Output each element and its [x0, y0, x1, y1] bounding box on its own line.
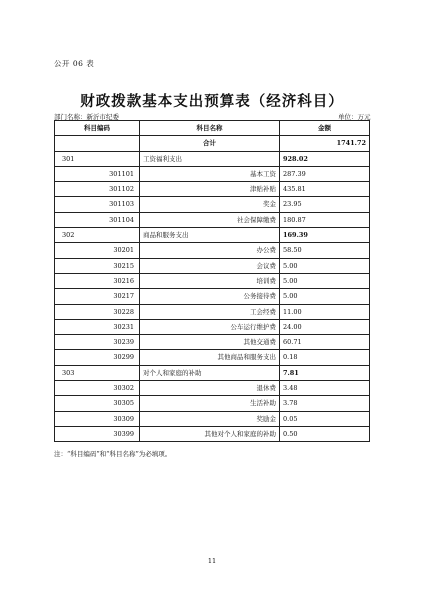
row-code: 30399 — [55, 426, 140, 441]
unit-label: 单位：万元 — [338, 113, 371, 121]
table-row — [55, 350, 370, 365]
table-row — [55, 182, 370, 197]
row-code: 30215 — [55, 258, 140, 273]
table-row — [55, 258, 370, 273]
row-code: 30201 — [55, 243, 140, 258]
table-row — [55, 289, 370, 304]
row-amount: 0.05 — [280, 411, 370, 426]
row-code: 30231 — [55, 319, 140, 334]
row-amount: 169.39 — [280, 228, 370, 243]
row-amount: 3.78 — [280, 396, 370, 411]
row-name: 培训费 — [140, 273, 280, 288]
row-code: 30228 — [55, 304, 140, 319]
total-label: 合计 — [140, 136, 280, 151]
row-name: 生活补助 — [140, 396, 280, 411]
row-code: 30217 — [55, 289, 140, 304]
row-code: 30309 — [55, 411, 140, 426]
total-code-cell — [55, 136, 140, 151]
row-amount: 23.95 — [280, 197, 370, 212]
row-name: 其他对个人和家庭的补助 — [140, 426, 280, 441]
row-name: 退休费 — [140, 381, 280, 396]
row-amount: 58.50 — [280, 243, 370, 258]
row-code: 301 — [55, 151, 140, 166]
table-row — [55, 304, 370, 319]
table-row — [55, 228, 370, 243]
table-row — [55, 212, 370, 227]
row-code: 30302 — [55, 381, 140, 396]
header-code: 科目编码 — [55, 121, 140, 136]
row-name: 奖励金 — [140, 411, 280, 426]
header-name: 科目名称 — [140, 121, 280, 136]
row-amount: 24.00 — [280, 319, 370, 334]
table-header-row — [55, 121, 370, 136]
department-label: 部门名称：新沂市纪委 — [54, 113, 119, 121]
row-name: 津贴补贴 — [140, 182, 280, 197]
footnote: 注：“科目编码”和“科目名称”为必填项。 — [54, 450, 172, 458]
row-name: 对个人和家庭的补助 — [140, 365, 280, 380]
row-name: 社会保障缴费 — [140, 212, 280, 227]
budget-table — [54, 120, 370, 442]
total-row — [55, 136, 370, 151]
row-amount: 3.48 — [280, 381, 370, 396]
page-title: 财政拨款基本支出预算表（经济科目） — [80, 93, 344, 110]
table-row — [55, 396, 370, 411]
row-name: 商品和服务支出 — [140, 228, 280, 243]
table-row — [55, 411, 370, 426]
table-row — [55, 365, 370, 380]
row-code: 30305 — [55, 396, 140, 411]
row-name: 基本工资 — [140, 166, 280, 181]
form-number: 公开 06 表 — [54, 59, 95, 68]
table-row — [55, 335, 370, 350]
row-amount: 180.87 — [280, 212, 370, 227]
row-amount: 5.00 — [280, 289, 370, 304]
row-amount: 0.18 — [280, 350, 370, 365]
row-name: 其他商品和服务支出 — [140, 350, 280, 365]
table-row — [55, 319, 370, 334]
row-code: 301102 — [55, 182, 140, 197]
table-row — [55, 381, 370, 396]
table-row — [55, 166, 370, 181]
row-code: 303 — [55, 365, 140, 380]
row-amount: 435.81 — [280, 182, 370, 197]
row-code: 30216 — [55, 273, 140, 288]
row-name: 奖金 — [140, 197, 280, 212]
page-number: 11 — [207, 557, 217, 565]
table-row — [55, 243, 370, 258]
row-amount: 928.02 — [280, 151, 370, 166]
row-code: 30239 — [55, 335, 140, 350]
row-amount: 0.50 — [280, 426, 370, 441]
table-row — [55, 426, 370, 441]
row-name: 公车运行维护费 — [140, 319, 280, 334]
row-code: 30299 — [55, 350, 140, 365]
row-code: 301104 — [55, 212, 140, 227]
total-amount: 1741.72 — [280, 136, 370, 151]
row-code: 301101 — [55, 166, 140, 181]
table-row — [55, 151, 370, 166]
row-amount: 60.71 — [280, 335, 370, 350]
row-amount: 5.00 — [280, 258, 370, 273]
row-name: 工会经费 — [140, 304, 280, 319]
row-amount: 11.00 — [280, 304, 370, 319]
row-name: 工资福利支出 — [140, 151, 280, 166]
row-amount: 287.39 — [280, 166, 370, 181]
row-code: 301103 — [55, 197, 140, 212]
row-name: 办公费 — [140, 243, 280, 258]
row-code: 302 — [55, 228, 140, 243]
row-name: 其他交通费 — [140, 335, 280, 350]
row-amount: 5.00 — [280, 273, 370, 288]
table-row — [55, 273, 370, 288]
table-row — [55, 197, 370, 212]
row-amount: 7.81 — [280, 365, 370, 380]
row-name: 会议费 — [140, 258, 280, 273]
row-name: 公务接待费 — [140, 289, 280, 304]
header-amount: 金额 — [280, 121, 370, 136]
